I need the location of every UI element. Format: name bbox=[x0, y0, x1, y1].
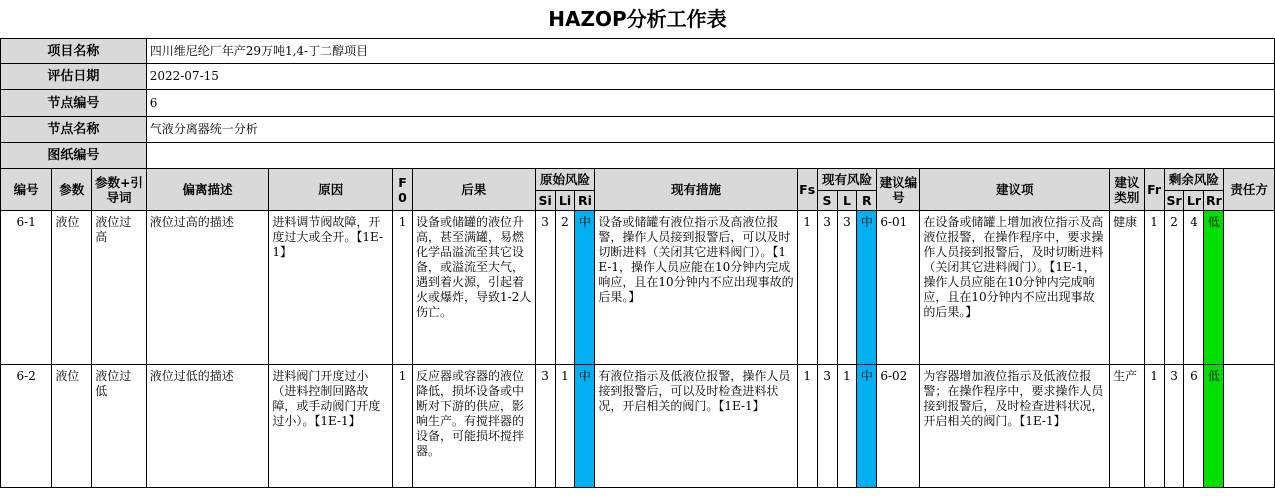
row-li: 2 bbox=[555, 211, 575, 365]
header-deviation: 偏离描述 bbox=[146, 169, 269, 211]
row-fs: 1 bbox=[797, 365, 817, 488]
header-cause: 原因 bbox=[269, 169, 393, 211]
row-owner bbox=[1224, 365, 1275, 488]
row-lr: 4 bbox=[1184, 211, 1204, 365]
row-measures: 设备或储罐有液位指示及高液位报警，操作人员接到报警后，可以及时切断进料（关闭其它进料阀门）。【1E-1，操作人员应能在10分钟内完成响应，且在10分钟内不应出现事故的后果。】 bbox=[595, 211, 797, 365]
row-s: 3 bbox=[817, 365, 837, 488]
row-no: 6-1 bbox=[1, 211, 52, 365]
row-cause: 进料阀门开度过小（进料控制回路故障，或手动阀门开度过小）。【1E-1】 bbox=[269, 365, 393, 488]
assessment-date-label: 评估日期 bbox=[1, 64, 147, 90]
row-s: 3 bbox=[817, 211, 837, 365]
row-f0: 1 bbox=[393, 365, 413, 488]
header-guideword: 参数+引导词 bbox=[92, 169, 147, 211]
header-measures: 现有措施 bbox=[595, 169, 797, 211]
row-si: 3 bbox=[535, 211, 555, 365]
header-ri: Ri bbox=[575, 191, 595, 211]
drawing-number-value bbox=[146, 143, 1274, 169]
row-no: 6-2 bbox=[1, 365, 52, 488]
row-rr-badge: 低 bbox=[1204, 365, 1224, 488]
header-rr: Rr bbox=[1204, 191, 1224, 211]
row-li: 1 bbox=[555, 365, 575, 488]
row-ri-badge: 中 bbox=[575, 211, 595, 365]
row-rec-type: 生产 bbox=[1110, 365, 1145, 488]
row-si: 3 bbox=[535, 365, 555, 488]
header-fs: Fs bbox=[797, 169, 817, 211]
row-ri-badge: 中 bbox=[575, 365, 595, 488]
project-name-value: 四川维尼纶厂年产29万吨1,4-丁二醇项目 bbox=[146, 39, 1274, 64]
page-title: HAZOP分析工作表 bbox=[548, 7, 727, 31]
hazop-table bbox=[0, 38, 1275, 488]
table-row bbox=[1, 211, 1275, 365]
row-rec-no: 6-01 bbox=[877, 211, 920, 365]
row-r-badge: 中 bbox=[857, 365, 877, 488]
header-l: L bbox=[837, 191, 857, 211]
row-owner bbox=[1224, 211, 1275, 365]
node-name-label: 节点名称 bbox=[1, 117, 147, 143]
info-row-node-name bbox=[1, 117, 1275, 143]
row-sr: 2 bbox=[1164, 211, 1184, 365]
header-lr: Lr bbox=[1184, 191, 1204, 211]
header-fr: Fr bbox=[1144, 169, 1164, 211]
header-f0: F0 bbox=[393, 169, 413, 211]
row-sr: 3 bbox=[1164, 365, 1184, 488]
info-row-drawing bbox=[1, 143, 1275, 169]
row-fr: 1 bbox=[1144, 211, 1164, 365]
row-deviation: 液位过低的描述 bbox=[146, 365, 269, 488]
header-current-risk: 现有风险 bbox=[817, 169, 877, 191]
row-cause: 进料调节阀故障，开度过大或全开。【1E-1】 bbox=[269, 211, 393, 365]
row-rec-no: 6-02 bbox=[877, 365, 920, 488]
header-no: 编号 bbox=[1, 169, 52, 211]
row-param: 液位 bbox=[52, 365, 92, 488]
row-rr-badge: 低 bbox=[1204, 211, 1224, 365]
header-si: Si bbox=[535, 191, 555, 211]
header-r: R bbox=[857, 191, 877, 211]
row-consequence: 设备或储罐的液位升高，甚至满罐，易燃化学品溢流至其它设备，或溢流至大气，遇到着火源，引起着火或爆炸，导致1-2人伤亡。 bbox=[412, 211, 535, 365]
header-li: Li bbox=[555, 191, 575, 211]
info-row-date bbox=[1, 64, 1275, 90]
row-rec-type: 健康 bbox=[1110, 211, 1145, 365]
info-row-project bbox=[1, 39, 1275, 64]
row-lr: 6 bbox=[1184, 365, 1204, 488]
info-row-node-no bbox=[1, 90, 1275, 117]
column-header-row-1 bbox=[1, 169, 1275, 191]
header-sr: Sr bbox=[1164, 191, 1184, 211]
node-number-value: 6 bbox=[146, 90, 1274, 117]
drawing-number-label: 图纸编号 bbox=[1, 143, 147, 169]
row-fr: 1 bbox=[1144, 365, 1164, 488]
row-guideword: 液位过低 bbox=[92, 365, 147, 488]
row-consequence: 反应器或容器的液位降低，损坏设备或中断对下游的供应，影响生产。有搅拌器的设备，可能损坏搅拌器。 bbox=[412, 365, 535, 488]
assessment-date-value: 2022-07-15 bbox=[146, 64, 1274, 90]
row-deviation: 液位过高的描述 bbox=[146, 211, 269, 365]
header-original-risk: 原始风险 bbox=[535, 169, 595, 191]
row-guideword: 液位过高 bbox=[92, 211, 147, 365]
header-owner: 责任方 bbox=[1224, 169, 1275, 211]
row-l: 3 bbox=[837, 211, 857, 365]
row-measures: 有液位指示及低液位报警，操作人员接到报警后，可以及时检查进料状况，开启相关的阀门。【1E-1】 bbox=[595, 365, 797, 488]
row-l: 1 bbox=[837, 365, 857, 488]
project-name-label: 项目名称 bbox=[1, 39, 147, 64]
header-rec-type: 建议类别 bbox=[1110, 169, 1145, 211]
header-s: S bbox=[817, 191, 837, 211]
node-number-label: 节点编号 bbox=[1, 90, 147, 117]
row-recommendation: 为容器增加液位指示及低液位报警；在操作程序中，要求操作人员接到报警后，及时检查进料状况，开启相关的阀门。【1E-1】 bbox=[920, 365, 1110, 488]
table-row bbox=[1, 365, 1275, 488]
header-recommendation: 建议项 bbox=[920, 169, 1110, 211]
row-fs: 1 bbox=[797, 211, 817, 365]
node-name-value: 气液分离器统一分析 bbox=[146, 117, 1274, 143]
header-consequence: 后果 bbox=[412, 169, 535, 211]
header-param: 参数 bbox=[52, 169, 92, 211]
row-recommendation: 在设备或储罐上增加液位指示及高液位报警，在操作程序中，要求操作人员接到报警后，及时切断进料（关闭其它进料阀门）。【1E-1，操作人员应能在10分钟内完成响应，且在10分钟内不应出现事故的后果。】 bbox=[920, 211, 1110, 365]
row-param: 液位 bbox=[52, 211, 92, 365]
header-residual-risk: 剩余风险 bbox=[1164, 169, 1224, 191]
header-rec-no: 建议编号 bbox=[877, 169, 920, 211]
row-r-badge: 中 bbox=[857, 211, 877, 365]
row-f0: 1 bbox=[393, 211, 413, 365]
